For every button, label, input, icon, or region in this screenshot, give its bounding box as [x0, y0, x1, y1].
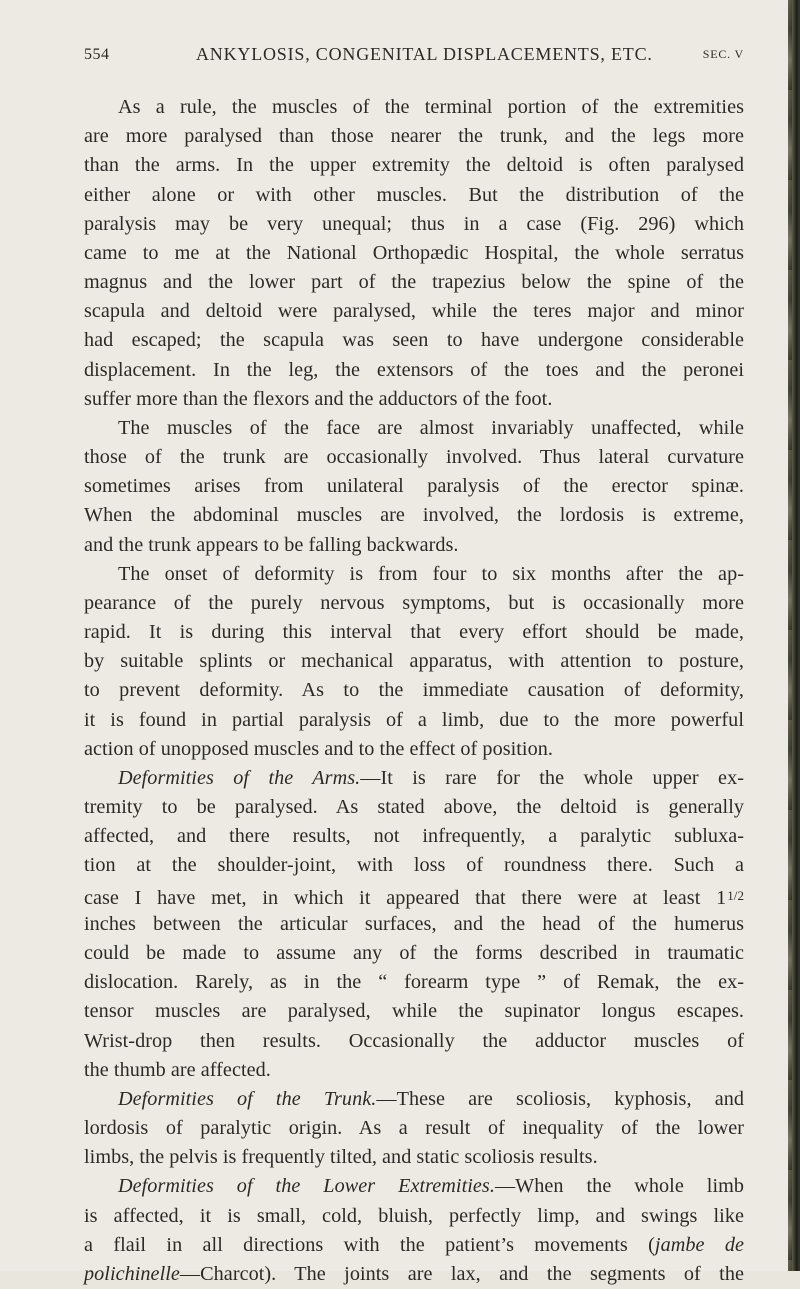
fraction: 1/2 — [727, 887, 744, 903]
text-line: and the trunk appears to be falling backwards. — [84, 533, 459, 556]
section-mark: SEC. V — [702, 47, 744, 61]
text-line: polichinelle—Charcot). The joints are lax, and the segments of the — [84, 1262, 744, 1285]
text-line: tremity to be paralysed. As stated above, the deltoid is generally — [84, 796, 744, 819]
text-line: paralysis may be very unequal; thus in a case (Fig. 296) which — [84, 212, 744, 235]
text-line: action of unopposed muscles and to the effect of position. — [84, 737, 553, 760]
text-line: dislocation. Rarely, as in the “ forearm type ” of Remak, the ex- — [84, 971, 744, 994]
text-line: limbs, the pelvis is frequently tilted, and static scoliosis results. — [84, 1146, 598, 1169]
page-edge-strip — [788, 0, 792, 1271]
text-line: displacement. In the leg, the extensors of the toes and the peronei — [84, 358, 744, 381]
text-line: came to me at the National Orthopædic Hospital, the whole serratus — [84, 241, 744, 264]
text-line: could be made to assume any of the forms described in traumatic — [84, 941, 744, 964]
text-line: pearance of the purely nervous symptoms, but is occasionally more — [84, 591, 744, 614]
text-line: had escaped; the scapula was seen to have undergone considerable — [84, 329, 744, 352]
section-heading: Deformities of the Arms. — [118, 766, 361, 789]
text-line: affected, and there results, not infrequently, a paralytic subluxa- — [84, 825, 744, 848]
text-line: inches between the articular surfaces, and the head of the humerus — [84, 912, 744, 935]
text-line: a flail in all directions with the patient’s movements (jambe de — [84, 1233, 744, 1256]
text-line: magnus and the lower part of the trapezius below the spine of the — [84, 271, 744, 294]
text-line: The muscles of the face are almost invariably unaffected, while — [118, 416, 744, 439]
text-line: Deformities of the Arms.—It is rare for the whole upper ex- — [118, 766, 744, 789]
italic-phrase: jambe de — [654, 1233, 744, 1256]
text-line: those of the trunk are occasionally involved. Thus lateral curvature — [84, 446, 744, 469]
text-line: either alone or with other muscles. But the distribution of the — [84, 183, 744, 206]
text-line: than the arms. In the upper extremity the deltoid is often paralysed — [84, 154, 744, 177]
text-line: suffer more than the flexors and the adductors of the foot. — [84, 387, 553, 410]
text-line: is affected, it is small, cold, bluish, perfectly limp, and swings like — [84, 1204, 744, 1227]
text-line: tion at the shoulder-joint, with loss of roundness there. Such a — [84, 854, 744, 877]
text-line: the thumb are affected. — [84, 1058, 271, 1081]
text-line: Wrist-drop then results. Occasionally the adductor muscles of — [84, 1029, 744, 1052]
text-line: Deformities of the Lower Extremities.—When the whole limb — [118, 1175, 745, 1198]
text-line: to prevent deformity. As to the immediate causation of deformity, — [84, 679, 744, 702]
text-line: When the abdominal muscles are involved, the lordosis is extreme, — [84, 504, 744, 527]
text-line: rapid. It is during this interval that every effort should be made, — [84, 621, 744, 644]
page-header — [84, 38, 744, 68]
body-text — [84, 93, 744, 1289]
text-line: tensor muscles are paralysed, while the supinator longus escapes. — [84, 1000, 744, 1023]
text-line: Deformities of the Trunk.—These are scoliosis, kyphosis, and — [118, 1087, 744, 1110]
italic-phrase: polichinelle — [84, 1262, 180, 1285]
text-line: sometimes arises from unilateral paralysis of the erector spinæ. — [84, 475, 744, 498]
text-line: case I have met, in which it appeared that there were at least 11/2 — [84, 881, 744, 910]
page-number: 554 — [84, 46, 110, 63]
running-title: ANKYLOSIS, CONGENITAL DISPLACEMENTS, ETC. — [196, 44, 653, 64]
text-line: by suitable splints or mechanical apparatus, with attention to posture, — [84, 650, 744, 673]
text-line: it is found in partial paralysis of a limb, due to the more powerful — [84, 708, 744, 731]
section-heading: Deformities of the Trunk. — [118, 1087, 377, 1110]
text-line: As a rule, the muscles of the terminal portion of the extremities — [118, 96, 744, 118]
text-line: lordosis of paralytic origin. As a result of inequality of the lower — [84, 1117, 744, 1140]
text-line: are more paralysed than those nearer the trunk, and the legs more — [84, 125, 744, 148]
text-line: scapula and deltoid were paralysed, while the teres major and minor — [84, 300, 744, 323]
section-heading: Deformities of the Lower Extremities. — [118, 1175, 495, 1198]
text-line: The onset of deformity is from four to six months after the ap- — [118, 562, 744, 585]
